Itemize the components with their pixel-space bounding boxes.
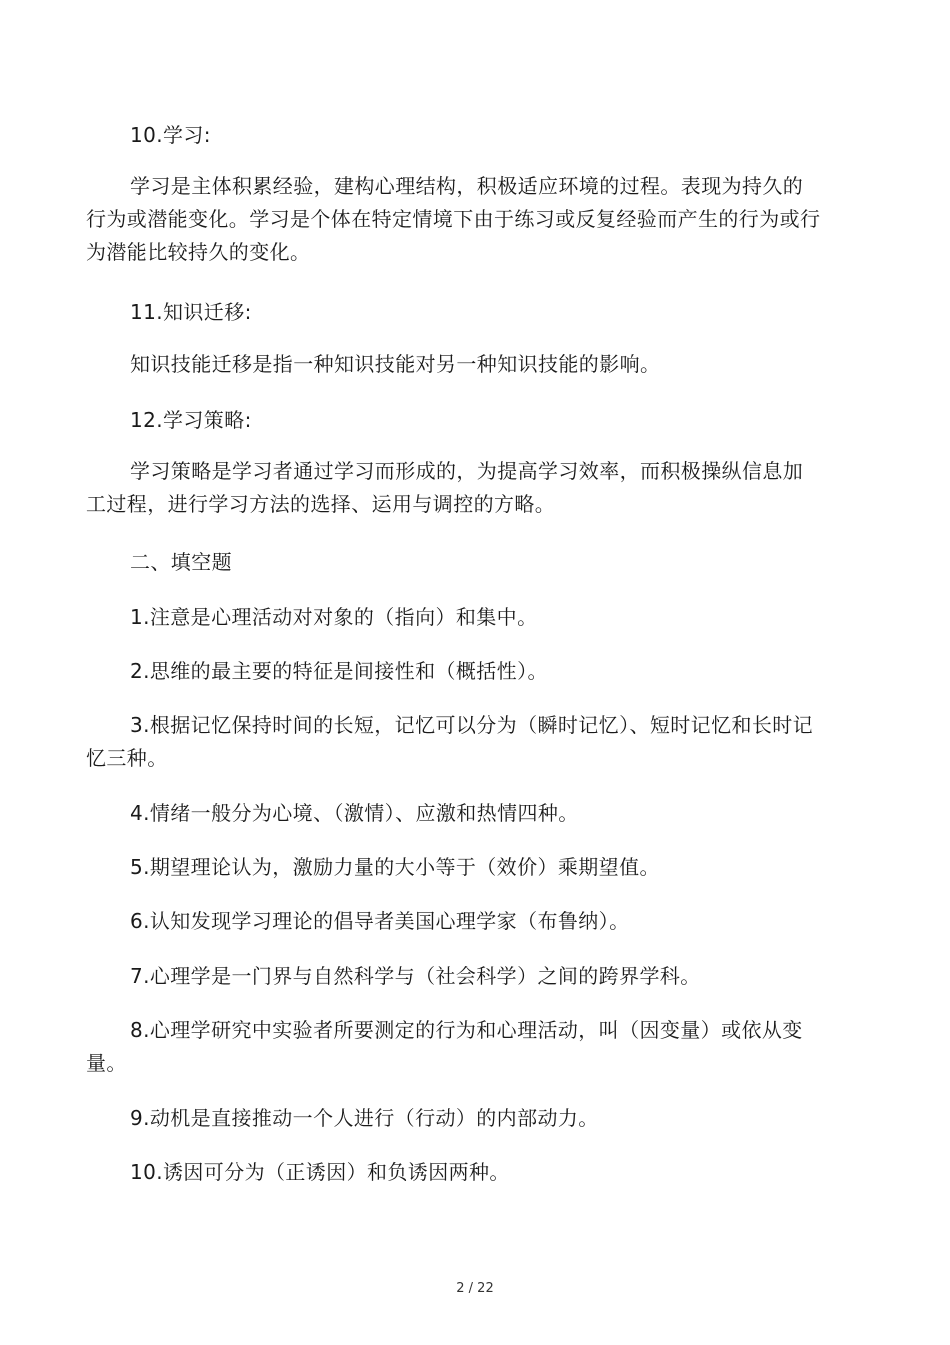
fill-blank-item-3: 3.根据记忆保持时间的长短，记忆可以分为（瞬时记忆）、短时记忆和长时记忆三种。 xyxy=(86,713,814,770)
term-heading-learning-strategy: 12.学习策略: xyxy=(130,408,252,432)
definition-knowledge-transfer: 知识技能迁移是指一种知识技能对另一种知识技能的影响。 xyxy=(130,352,661,376)
fill-blank-item-5: 5.期望理论认为，激励力量的大小等于（效价）乘期望值。 xyxy=(130,855,660,879)
fill-blank-item-6: 6.认知发现学习理论的倡导者美国心理学家（布鲁纳）。 xyxy=(130,909,630,933)
fill-blank-item-1: 1.注意是心理活动对对象的（指向）和集中。 xyxy=(130,605,538,629)
term-heading-knowledge-transfer: 11.知识迁移: xyxy=(130,300,252,324)
fill-blank-item-9: 9.动机是直接推动一个人进行（行动）的内部动力。 xyxy=(130,1106,599,1130)
fill-blank-item-8: 8.心理学研究中实验者所要测定的行为和心理活动，叫（因变量）或依从变量。 xyxy=(86,1018,803,1075)
definition-learning-strategy: 学习策略是学习者通过学习而形成的，为提高学习效率，而积极操纵信息加工过程，进行学习方法的选择、运用与调控的方略。 xyxy=(86,459,804,516)
term-heading-learning: 10.学习: xyxy=(130,123,211,147)
fill-blank-item-2: 2.思维的最主要的特征是间接性和（概括性）。 xyxy=(130,659,548,683)
section-heading-fill-blank: 二、填空题 xyxy=(130,550,232,574)
fill-blank-item-7: 7.心理学是一门界与自然科学与（社会科学）之间的跨界学科。 xyxy=(130,964,701,988)
fill-blank-item-10: 10.诱因可分为（正诱因）和负诱因两种。 xyxy=(130,1160,510,1184)
page-number: 2 / 22 xyxy=(456,1281,494,1296)
fill-blank-item-4: 4.情绪一般分为心境、（激情）、应激和热情四种。 xyxy=(130,801,579,825)
definition-learning: 学习是主体积累经验，建构心理结构，积极适应环境的过程。表现为持久的行为或潜能变化。学习是个体在特定情境下由于练习或反复经验而产生的行为或行为潜能比较持久的变化。 xyxy=(86,174,821,264)
